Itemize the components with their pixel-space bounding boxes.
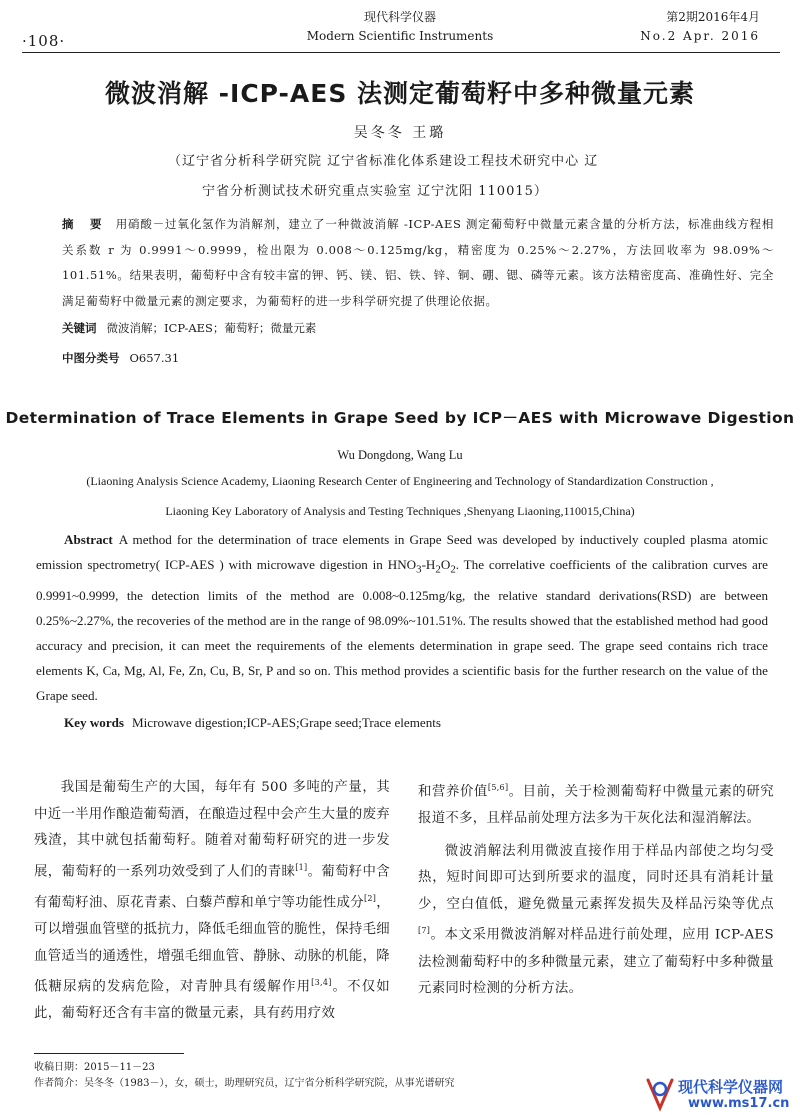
abstract-en-text-1: A method for the determination of trace elements in Grape Seed was developed by inductively coupled plasma atomic emission spectrometry( ICP-AES ) with microwave digestion in (36, 532, 768, 573)
site-watermark (640, 1072, 800, 1115)
article-title-zh: 微波消解 -ICP-AES 法测定葡萄籽中多种微量元素 (104, 79, 696, 108)
page-number: ·108· (22, 32, 66, 50)
body-column-right (418, 775, 774, 1003)
article-title-en: Determination of Trace Elements in Grape Seed by ICP－AES with Microwave Digestion (5, 409, 795, 427)
authors-zh: 吴冬冬 王璐 (353, 125, 447, 141)
body-paragraph: 微波消解法利用微波直接作用于样品内部使之均匀受热，短时间即可达到所要求的温度，同时还具有消耗计量少，空白值低，避免微量元素挥发损失及样品污染等优点[7]。本文采用微波消解对样品进行前处理，应用 ICP-AES 法检测葡萄籽中的多种微量元素，建立了葡萄籽中多种微量元素同时检测的分析方法。 (418, 843, 774, 997)
affiliation-zh-line2: 宁省分析测试技术研究重点实验室 辽宁沈阳 110015） (202, 184, 548, 199)
abstract-zh-label: 摘 要 (62, 217, 108, 231)
abstract-en-text-2: . The correlative coefficients of the calibration curves are 0.9991~0.9999, the detection limits of the method are 0.008~0.125mg/kg, the relative standard derivations(RSD) are between 0.25%~2.27%, the recoveries of the method are in the range of 98.09%~101.51%. The results showed that the established method had good accuracy and precision, it can meet the requirements of the elements determination in grape seed. The grape seed contains rich trace elements K, Ca, Mg, Al, Fe, Zn, Cu, B, Sr, P and so on. This method provides a scientific basis for the further research on the value of the Grape seed. (36, 557, 768, 704)
classification-zh-label: 中图分类号 (62, 351, 120, 365)
keywords-en-text: Microwave digestion;ICP-AES;Grape seed;Trace elements (132, 715, 441, 730)
footnote-author-info: 作者简介：吴冬冬（1983－），女，硕士，助理研究员，辽宁省分析科学研究院，从事光谱研究 (34, 1078, 455, 1089)
journal-name-en: Modern Scientific Instruments (306, 29, 494, 43)
digestion-formula: $HNO_3-H_2O_2$ (387, 557, 456, 576)
citation: [7] (418, 926, 431, 936)
keywords-zh-text: 微波消解；ICP-AES；葡萄籽；微量元素 (106, 321, 317, 335)
abstract-zh (62, 212, 774, 314)
body-paragraph: 和营养价值[5,6]。目前，关于检测葡萄籽中微量元素的研究报道不多，且样品前处理方法多为干灰化法和湿消解法。 (418, 783, 774, 827)
affiliation-en-line2: Liaoning Key Laboratory of Analysis and Testing Techniques ,Shenyang Liaoning,110015,China) (165, 504, 635, 518)
classification-zh-text: O657.31 (129, 351, 180, 365)
keywords-zh-label: 关键词 (62, 321, 97, 335)
issue-en: No.2 Apr. 2016 (640, 29, 760, 43)
journal-name-zh: 现代科学仪器 (363, 10, 436, 24)
classification-zh (62, 350, 179, 366)
citation: [1] (295, 862, 308, 872)
affiliation-zh-line1: （辽宁省分析科学研究院 辽宁省标准化体系建设工程技术研究中心 辽 (168, 154, 599, 169)
header-rule (22, 52, 780, 53)
watermark-url: www.ms17.cn (688, 1096, 790, 1111)
footnote-received: 收稿日期：2015－11－23 (34, 1062, 155, 1073)
watermark-logo-icon (640, 1074, 680, 1114)
keywords-zh (62, 320, 316, 336)
watermark-site-name: 现代科学仪器网 (678, 1078, 784, 1096)
abstract-en-label: Abstract (64, 532, 113, 547)
abstract-zh-text: 用硝酸－过氧化氢作为消解剂，建立了一种微波消解 -ICP-AES 测定葡萄籽中微量元素含量的分析方法，标准曲线方程相关系数 r 为 0.9991～0.9999，检出限为 0.008～0.125mg/kg，精密度为 0.25%～2.27%，方法回收率为 98.09%～101.51%。结果表明，葡萄籽中含有较丰富的钾、钙、镁、铝、铁、锌、铜、硼、锶、磷等元素。该方法精密度高、准确性好、完全满足葡萄籽中微量元素的测定要求，为葡萄籽的进一步科学研究提了供理论依据。 (62, 217, 774, 308)
issue-zh: 第2期2016年4月 (666, 10, 760, 24)
citation: [3,4] (311, 978, 332, 988)
footnote-rule (34, 1053, 184, 1054)
affiliation-en-line1: (Liaoning Analysis Science Academy, Liaoning Research Center of Engineering and Technology of Standardization Construction , (86, 474, 714, 488)
keywords-en-label: Key words (64, 715, 125, 730)
body-paragraph: 我国是葡萄生产的大国，每年有 500 多吨的产量，其中近一半用作酿造葡萄酒，在酿造过程中会产生大量的废弃残渣，其中就包括葡萄籽。随着对葡萄籽研究的进一步发展，葡萄籽的一系列功效受到了人们的青睐[1]。葡萄籽中含有葡萄籽油、原花青素、白藜芦醇和单宁等功能性成分[2]，可以增强血管壁的抵抗力，降低毛细血管的脆性，保持毛细血管适当的通透性，增强毛细血管、静脉、动脉的机能，降低糖尿病的发病危险，对青肿具有缓解作用[3,4]。不仅如此，葡萄籽还含有丰富的微量元素，具有药用疗效 (34, 780, 390, 1022)
body-column-left (34, 775, 390, 1028)
keywords-en (64, 715, 441, 731)
issue-info (640, 8, 760, 46)
citation: [5,6] (487, 783, 509, 792)
authors-en: Wu Dongdong, Wang Lu (337, 448, 463, 462)
citation: [2] (364, 893, 377, 903)
abstract-en (36, 527, 768, 708)
